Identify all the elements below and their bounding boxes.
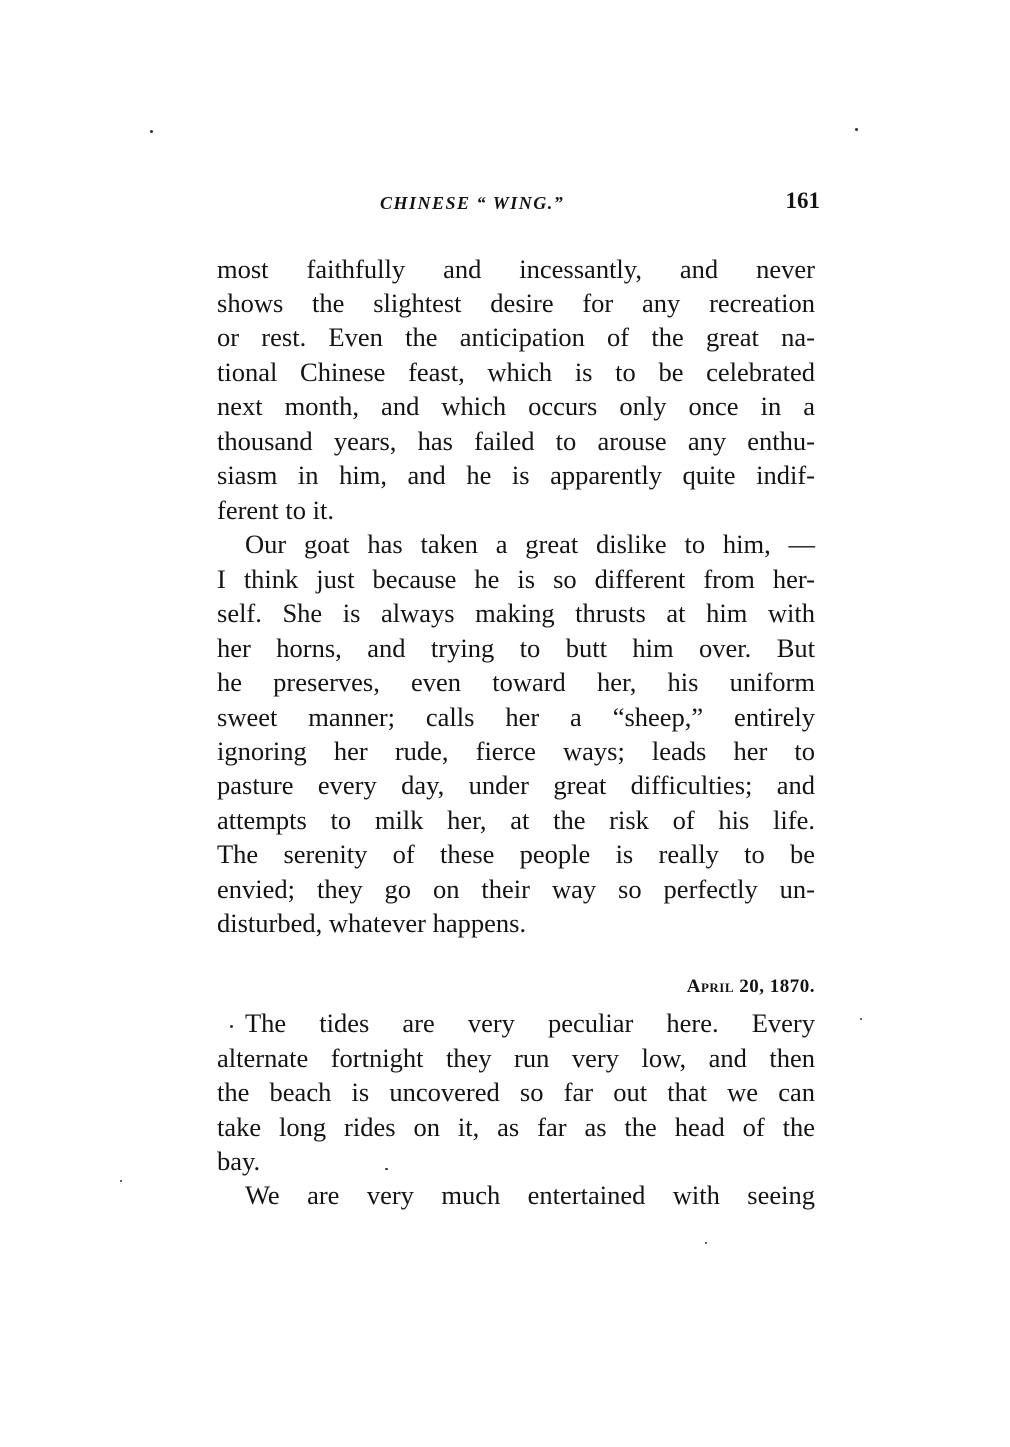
text-line: shows the slightest desire for any recreation [217, 288, 815, 318]
text-line: thousand years, has failed to arouse any enthu- [217, 426, 815, 456]
text-line: siasm in him, and he is apparently quite indif- [217, 460, 815, 490]
scan-speck [705, 1242, 707, 1244]
text-line: alternate fortnight they run very low, and then [217, 1043, 815, 1073]
text-line: attempts to milk her, at the risk of his life. [217, 805, 815, 835]
text-line: ferent to it. [217, 495, 334, 525]
text-line: Our goat has taken a great dislike to him, — [245, 529, 815, 559]
scan-speck [860, 1018, 862, 1020]
text-line: most faithfully and incessantly, and never [217, 254, 815, 284]
text-line: or rest. Even the anticipation of the great na- [217, 322, 815, 352]
scan-speck [230, 1025, 233, 1028]
text-line: self. She is always making thrusts at him with [217, 598, 815, 628]
text-line: ignoring her rude, fierce ways; leads her to [217, 736, 815, 766]
text-line: We are very much entertained with seeing [245, 1180, 815, 1210]
text-line: he preserves, even toward her, his uniform [217, 667, 815, 697]
running-title: CHINESE “ WING.” [380, 193, 565, 213]
text-line: sweet manner; calls her a “sheep,” entirely [217, 702, 815, 732]
text-line: disturbed, whatever happens. [217, 908, 527, 938]
text-line: next month, and which occurs only once in a [217, 391, 815, 421]
scan-speck [385, 1168, 388, 1170]
text-line: pasture every day, under great difficulties; and [217, 770, 815, 800]
text-line: her horns, and trying to butt him over. But [217, 633, 815, 663]
text-line: The tides are very peculiar here. Every [245, 1008, 815, 1038]
scan-speck [855, 128, 858, 131]
text-line: bay. [217, 1146, 261, 1176]
dateline [560, 976, 815, 998]
text-line: The serenity of these people is really to be [217, 839, 815, 869]
text-line: tional Chinese feast, which is to be celebrated [217, 357, 815, 387]
text-line: envied; they go on their way so perfectly un- [217, 874, 815, 904]
text-line: I think just because he is so different from her- [217, 564, 815, 594]
text-line: take long rides on it, as far as the head of the [217, 1112, 815, 1142]
scan-speck [120, 1180, 122, 1182]
scan-speck [150, 130, 153, 133]
page-number: 161 [785, 188, 820, 213]
text-line: the beach is uncovered so far out that we can [217, 1077, 815, 1107]
dateline-text: April 20, 1870. [686, 976, 815, 997]
